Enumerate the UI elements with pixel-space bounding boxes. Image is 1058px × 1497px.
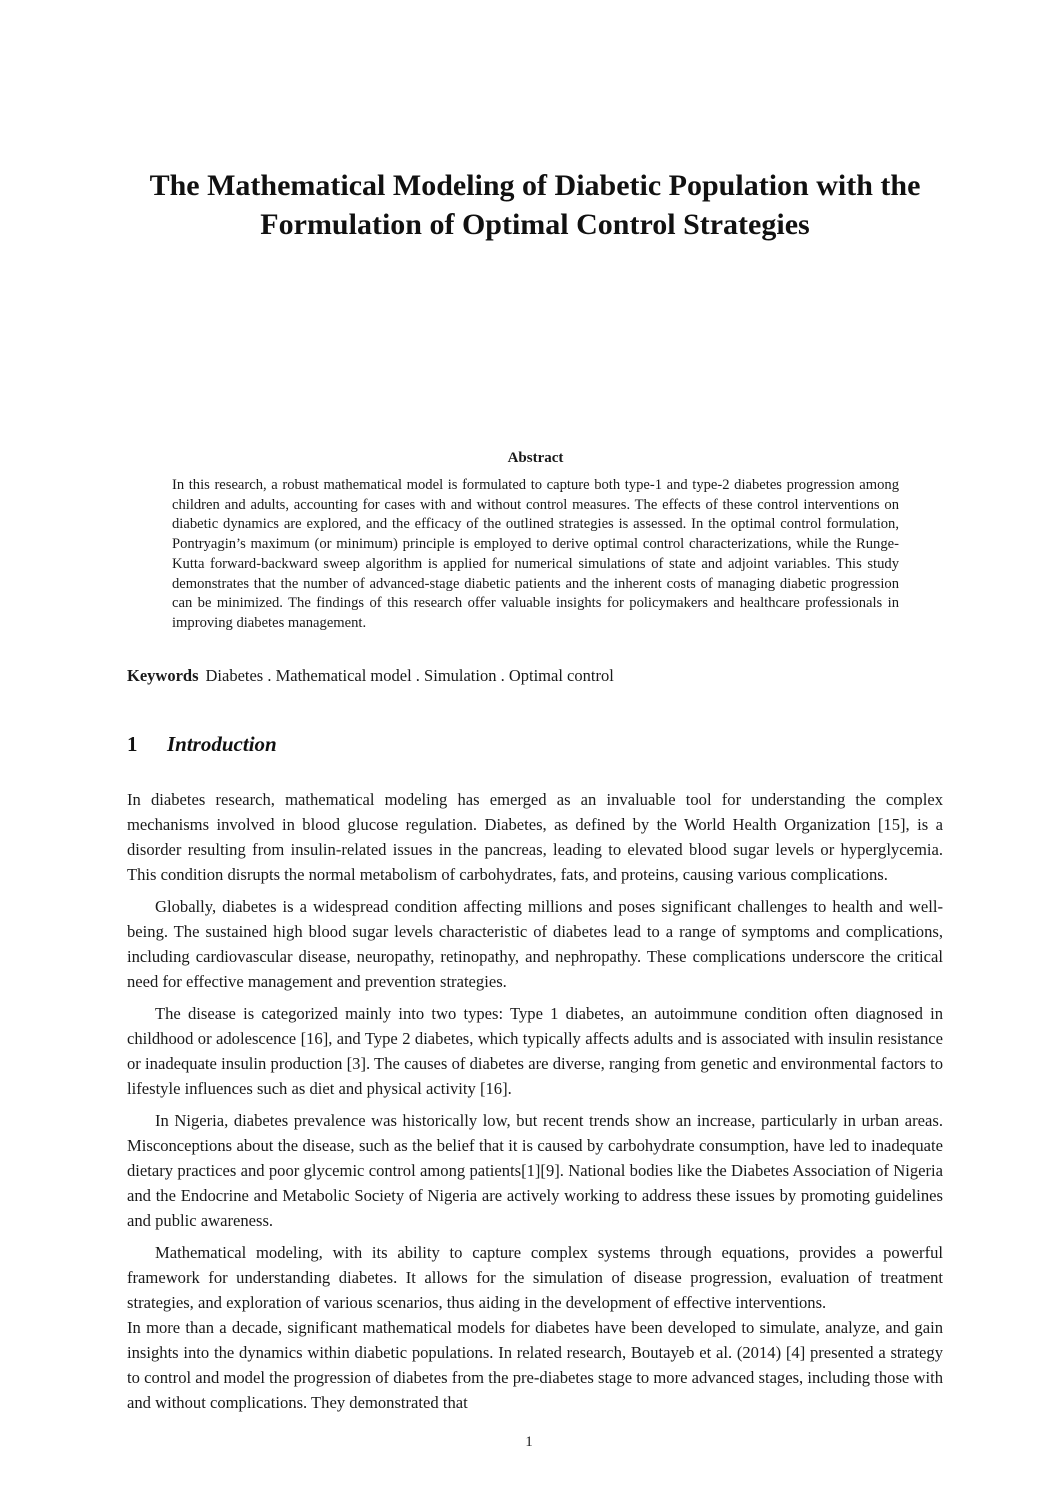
- intro-paragraph-5: Mathematical modeling, with its ability to capture complex systems through equations, provides a powerful framework for understanding diabetes. It allows for the simulation of disease progression, evaluation of treatment strategies, and exploration of various scenarios, thus aiding in the development of effective interventions.: [127, 1242, 943, 1312]
- section-heading-introduction: [127, 732, 943, 757]
- abstract-text: In this research, a robust mathematical model is formulated to capture both type-1 and type-2 diabetes progression among children and adults, accounting for cases with and without control measures. The effects of these control interventions on diabetic dynamics are explored, and the efficacy of the outlined strategies is assessed. In the optimal control formulation, Pontryagin’s maximum (or minimum) principle is employed to derive optimal control characterizations, while the Runge-Kutta forward-backward sweep algorithm is applied for numerical simulations of state and adjoint variables. This study demonstrates that the number of advanced-stage diabetic patients and the inherent costs of managing diabetic progression can be minimized. The findings of this research offer valuable insights for policymakers and healthcare professionals in improving diabetes management.: [172, 477, 899, 631]
- intro-paragraph-6: In more than a decade, significant mathematical models for diabetes have been developed to simulate, analyze, and gain insights into the dynamics within diabetic populations. In related research, Boutayeb et al. (2014) [4] presented a strategy to control and model the progression of diabetes from the pre-diabetes stage to more advanced stages, including those with and without complications. They demonstrated that: [127, 1317, 943, 1412]
- abstract-section: [172, 450, 899, 634]
- intro-paragraph-4: In Nigeria, diabetes prevalence was historically low, but recent trends show an increase, particularly in urban areas. Misconceptions about the disease, such as the belief that it is caused by carbohydrate consumption, have led to inadequate dietary practices and poor glycemic control among patients[1][9]. National bodies like the Diabetes Association of Nigeria and the Endocrine and Metabolic Society of Nigeria are actively working to address these issues by promoting guidelines and public awareness.: [127, 1110, 943, 1230]
- section-title: Introduction: [167, 731, 277, 756]
- abstract-heading: Abstract: [507, 450, 564, 466]
- section-number: 1: [127, 731, 138, 756]
- intro-paragraph-3: The disease is categorized mainly into two types: Type 1 diabetes, an autoimmune condition often diagnosed in childhood or adolescence [16], and Type 2 diabetes, which typically affects adults and is associated with insulin resistance or inadequate insulin production [3]. The causes of diabetes are diverse, ranging from genetic and environmental factors to lifestyle influences such as diet and physical activity [16].: [127, 1003, 943, 1098]
- keywords-line: [127, 664, 943, 688]
- keywords-text: Diabetes . Mathematical model . Simulation . Optimal control: [205, 665, 614, 685]
- keywords-label: Keywords: [127, 665, 199, 685]
- page-number: 1: [525, 1434, 533, 1450]
- intro-paragraph-1: In diabetes research, mathematical modeling has emerged as an invaluable tool for understanding the complex mechanisms involved in blood glucose regulation. Diabetes, as defined by the World Health Organization [15], is a disorder resulting from insulin-related issues in the pancreas, leading to elevated blood sugar levels or hyperglycemia. This condition disrupts the normal metabolism of carbohydrates, fats, and proteins, causing various complications.: [127, 789, 943, 884]
- intro-paragraph-2: Globally, diabetes is a widespread condition affecting millions and poses significant challenges to health and well-being. The sustained high blood sugar levels characteristic of diabetes lead to a range of symptoms and complications, including cardiovascular disease, neuropathy, retinopathy, and nephropathy. These complications underscore the critical need for effective management and prevention strategies.: [127, 896, 943, 991]
- paper-title: The Mathematical Modeling of Diabetic Population with the Formulation of Optimal Control Strategies: [149, 169, 921, 241]
